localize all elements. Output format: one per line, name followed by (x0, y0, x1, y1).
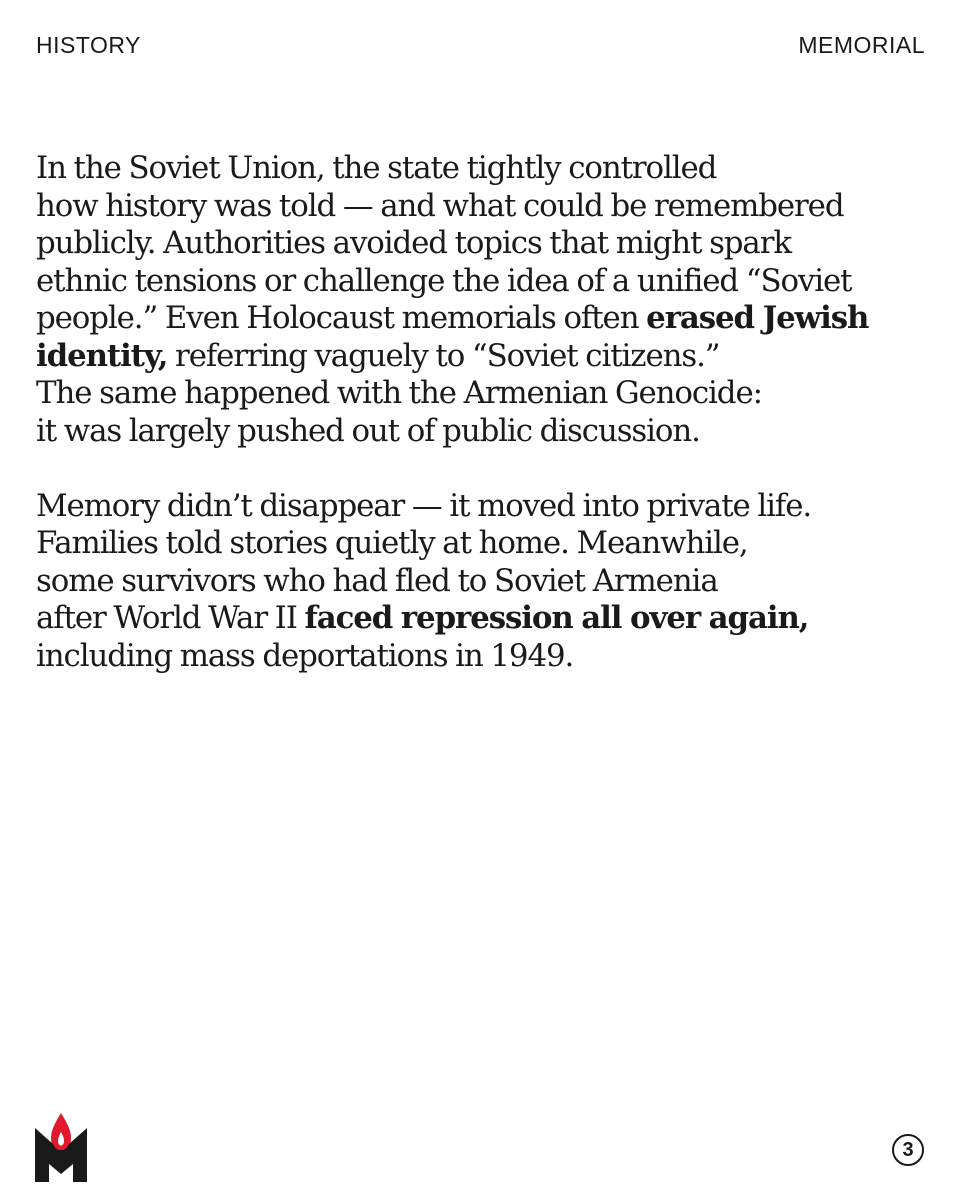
text-run: In the Soviet Union, the state tightly controlled (36, 150, 717, 186)
text-run: Memory didn’t disappear — it moved into private life. (36, 487, 812, 524)
text-line (36, 300, 931, 338)
text-line (36, 638, 931, 676)
text-run: including mass deportations in 1949. (36, 637, 574, 674)
emphasized-text: faced repression all over again, (304, 600, 809, 636)
emphasized-text: erased Jewish (646, 300, 869, 336)
text-line (36, 563, 931, 601)
text-line (36, 188, 931, 226)
text-run: how history was told — and what could be remembered (36, 187, 844, 224)
text-run: Families told stories quietly at home. Meanwhile, (36, 525, 748, 561)
page-number-badge (892, 1134, 924, 1166)
article-body (36, 150, 936, 675)
text-line (36, 600, 931, 638)
memorial-logo-icon (35, 1110, 87, 1182)
text-run: it was largely pushed out of public discussion. (36, 412, 700, 449)
text-line (36, 413, 931, 451)
text-run: people.” Even Holocaust memorials often (36, 300, 647, 336)
text-line (36, 375, 931, 413)
text-line (36, 263, 931, 301)
page-number-text: 3 (902, 1139, 914, 1161)
text-line (36, 225, 931, 263)
text-run: after World War II (36, 600, 305, 636)
section-label-history: HISTORY (36, 32, 141, 58)
text-run: referring vaguely to “Soviet citizens.” (167, 337, 720, 374)
paragraph (36, 150, 936, 450)
text-run: ethnic tensions or challenge the idea of a unified “Soviet (36, 262, 852, 299)
text-run: some survivors who had fled to Soviet Armenia (36, 562, 718, 599)
text-line (36, 525, 931, 563)
text-run: publicly. Authorities avoided topics that might spark (36, 225, 791, 261)
text-line (36, 150, 931, 188)
text-line (36, 338, 931, 376)
brand-label-memorial: MEMORIAL (798, 32, 925, 58)
text-line (36, 488, 931, 526)
paragraph (36, 488, 936, 676)
emphasized-text: identity, (36, 337, 168, 374)
text-run: The same happened with the Armenian Genocide: (36, 375, 762, 411)
